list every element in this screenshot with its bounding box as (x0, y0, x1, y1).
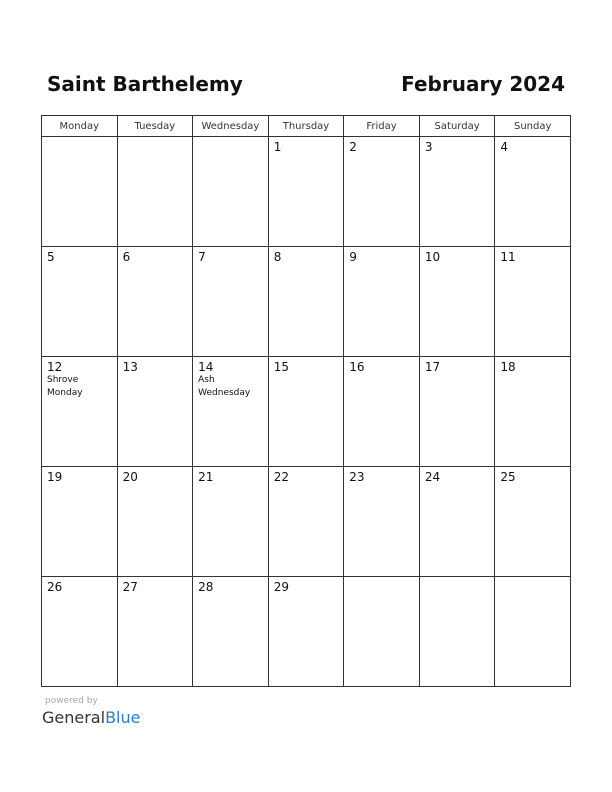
day-number: 25 (500, 470, 516, 484)
weekday-header: Friday (344, 116, 420, 137)
weekday-header: Saturday (419, 116, 495, 137)
day-number: 13 (122, 360, 138, 374)
day-number: 29 (273, 580, 289, 594)
day-number: 4 (500, 140, 509, 154)
day-cell (344, 357, 420, 467)
day-number (118, 137, 193, 140)
day-cell (268, 467, 344, 577)
weekday-header: Sunday (495, 116, 571, 137)
day-number: 6 (122, 250, 131, 264)
calendar-grid (41, 115, 571, 687)
weekday-header: Tuesday (117, 116, 193, 137)
day-cell (495, 467, 571, 577)
day-cell (344, 577, 420, 687)
day-number: 16 (349, 360, 365, 374)
day-number: 20 (122, 470, 138, 484)
weekday-header: Monday (42, 116, 118, 137)
day-number: 8 (273, 250, 282, 264)
day-cell (495, 577, 571, 687)
weekday-header: Wednesday (193, 116, 269, 137)
day-number: 1 (273, 140, 282, 154)
day-number: 24 (424, 470, 441, 484)
day-cell (117, 357, 193, 467)
day-cell (117, 247, 193, 357)
day-cell (117, 467, 193, 577)
day-cell (193, 577, 269, 687)
powered-by-text: powered by (45, 696, 98, 706)
week-row (42, 357, 571, 467)
day-number: 28 (198, 580, 214, 594)
footer-brand (42, 696, 140, 728)
day-number: 2 (349, 140, 357, 154)
logo-text-blue: Blue (105, 708, 141, 727)
day-cell (42, 467, 118, 577)
day-number: 12 (47, 360, 63, 374)
day-cell (419, 577, 495, 687)
day-cell (193, 357, 269, 467)
day-cell (42, 247, 118, 357)
weekday-header-row (42, 116, 571, 137)
day-cell (419, 137, 495, 247)
day-cell (268, 247, 344, 357)
day-cell (419, 467, 495, 577)
day-cell (344, 137, 420, 247)
day-cell (268, 577, 344, 687)
month-year-title: February 2024 (401, 72, 565, 96)
week-row (42, 137, 571, 247)
day-number: 23 (349, 470, 365, 484)
day-number: 7 (198, 250, 206, 264)
day-number: 9 (349, 250, 357, 264)
day-cell (495, 137, 571, 247)
day-cell (344, 467, 420, 577)
week-row (42, 577, 571, 687)
day-cell (193, 247, 269, 357)
day-cell (193, 137, 269, 247)
day-number: 17 (424, 360, 441, 374)
day-number: 3 (424, 140, 433, 154)
day-number: 5 (47, 250, 55, 264)
day-cell (268, 357, 344, 467)
day-number: 18 (500, 360, 516, 374)
day-cell (117, 577, 193, 687)
day-cell (193, 467, 269, 577)
day-number: 22 (273, 470, 289, 484)
country-title: Saint Barthelemy (47, 72, 243, 96)
day-number: 27 (122, 580, 138, 594)
day-cell (419, 247, 495, 357)
day-cell (42, 357, 118, 467)
day-number (193, 137, 268, 140)
week-row (42, 247, 571, 357)
day-number: 11 (500, 250, 516, 264)
day-number: 19 (47, 470, 63, 484)
day-number (420, 577, 495, 580)
day-number: 21 (198, 470, 214, 484)
holiday-label: Shrove Monday (47, 375, 83, 398)
day-cell (344, 247, 420, 357)
day-cell (117, 137, 193, 247)
generalblue-logo (42, 708, 140, 728)
day-number: 26 (47, 580, 63, 594)
day-cell (42, 577, 118, 687)
day-number (344, 577, 419, 580)
day-number: 10 (424, 250, 441, 264)
day-cell (495, 357, 571, 467)
day-cell (268, 137, 344, 247)
day-cell (495, 247, 571, 357)
day-cell (42, 137, 118, 247)
day-number (495, 577, 570, 580)
weekday-header: Thursday (268, 116, 344, 137)
logo-text-general: General (42, 708, 106, 727)
week-row (42, 467, 571, 577)
day-number: 14 (198, 360, 214, 374)
day-cell (419, 357, 495, 467)
day-number (42, 137, 117, 140)
holiday-label: Ash Wednesday (198, 375, 251, 398)
day-number: 15 (273, 360, 289, 374)
